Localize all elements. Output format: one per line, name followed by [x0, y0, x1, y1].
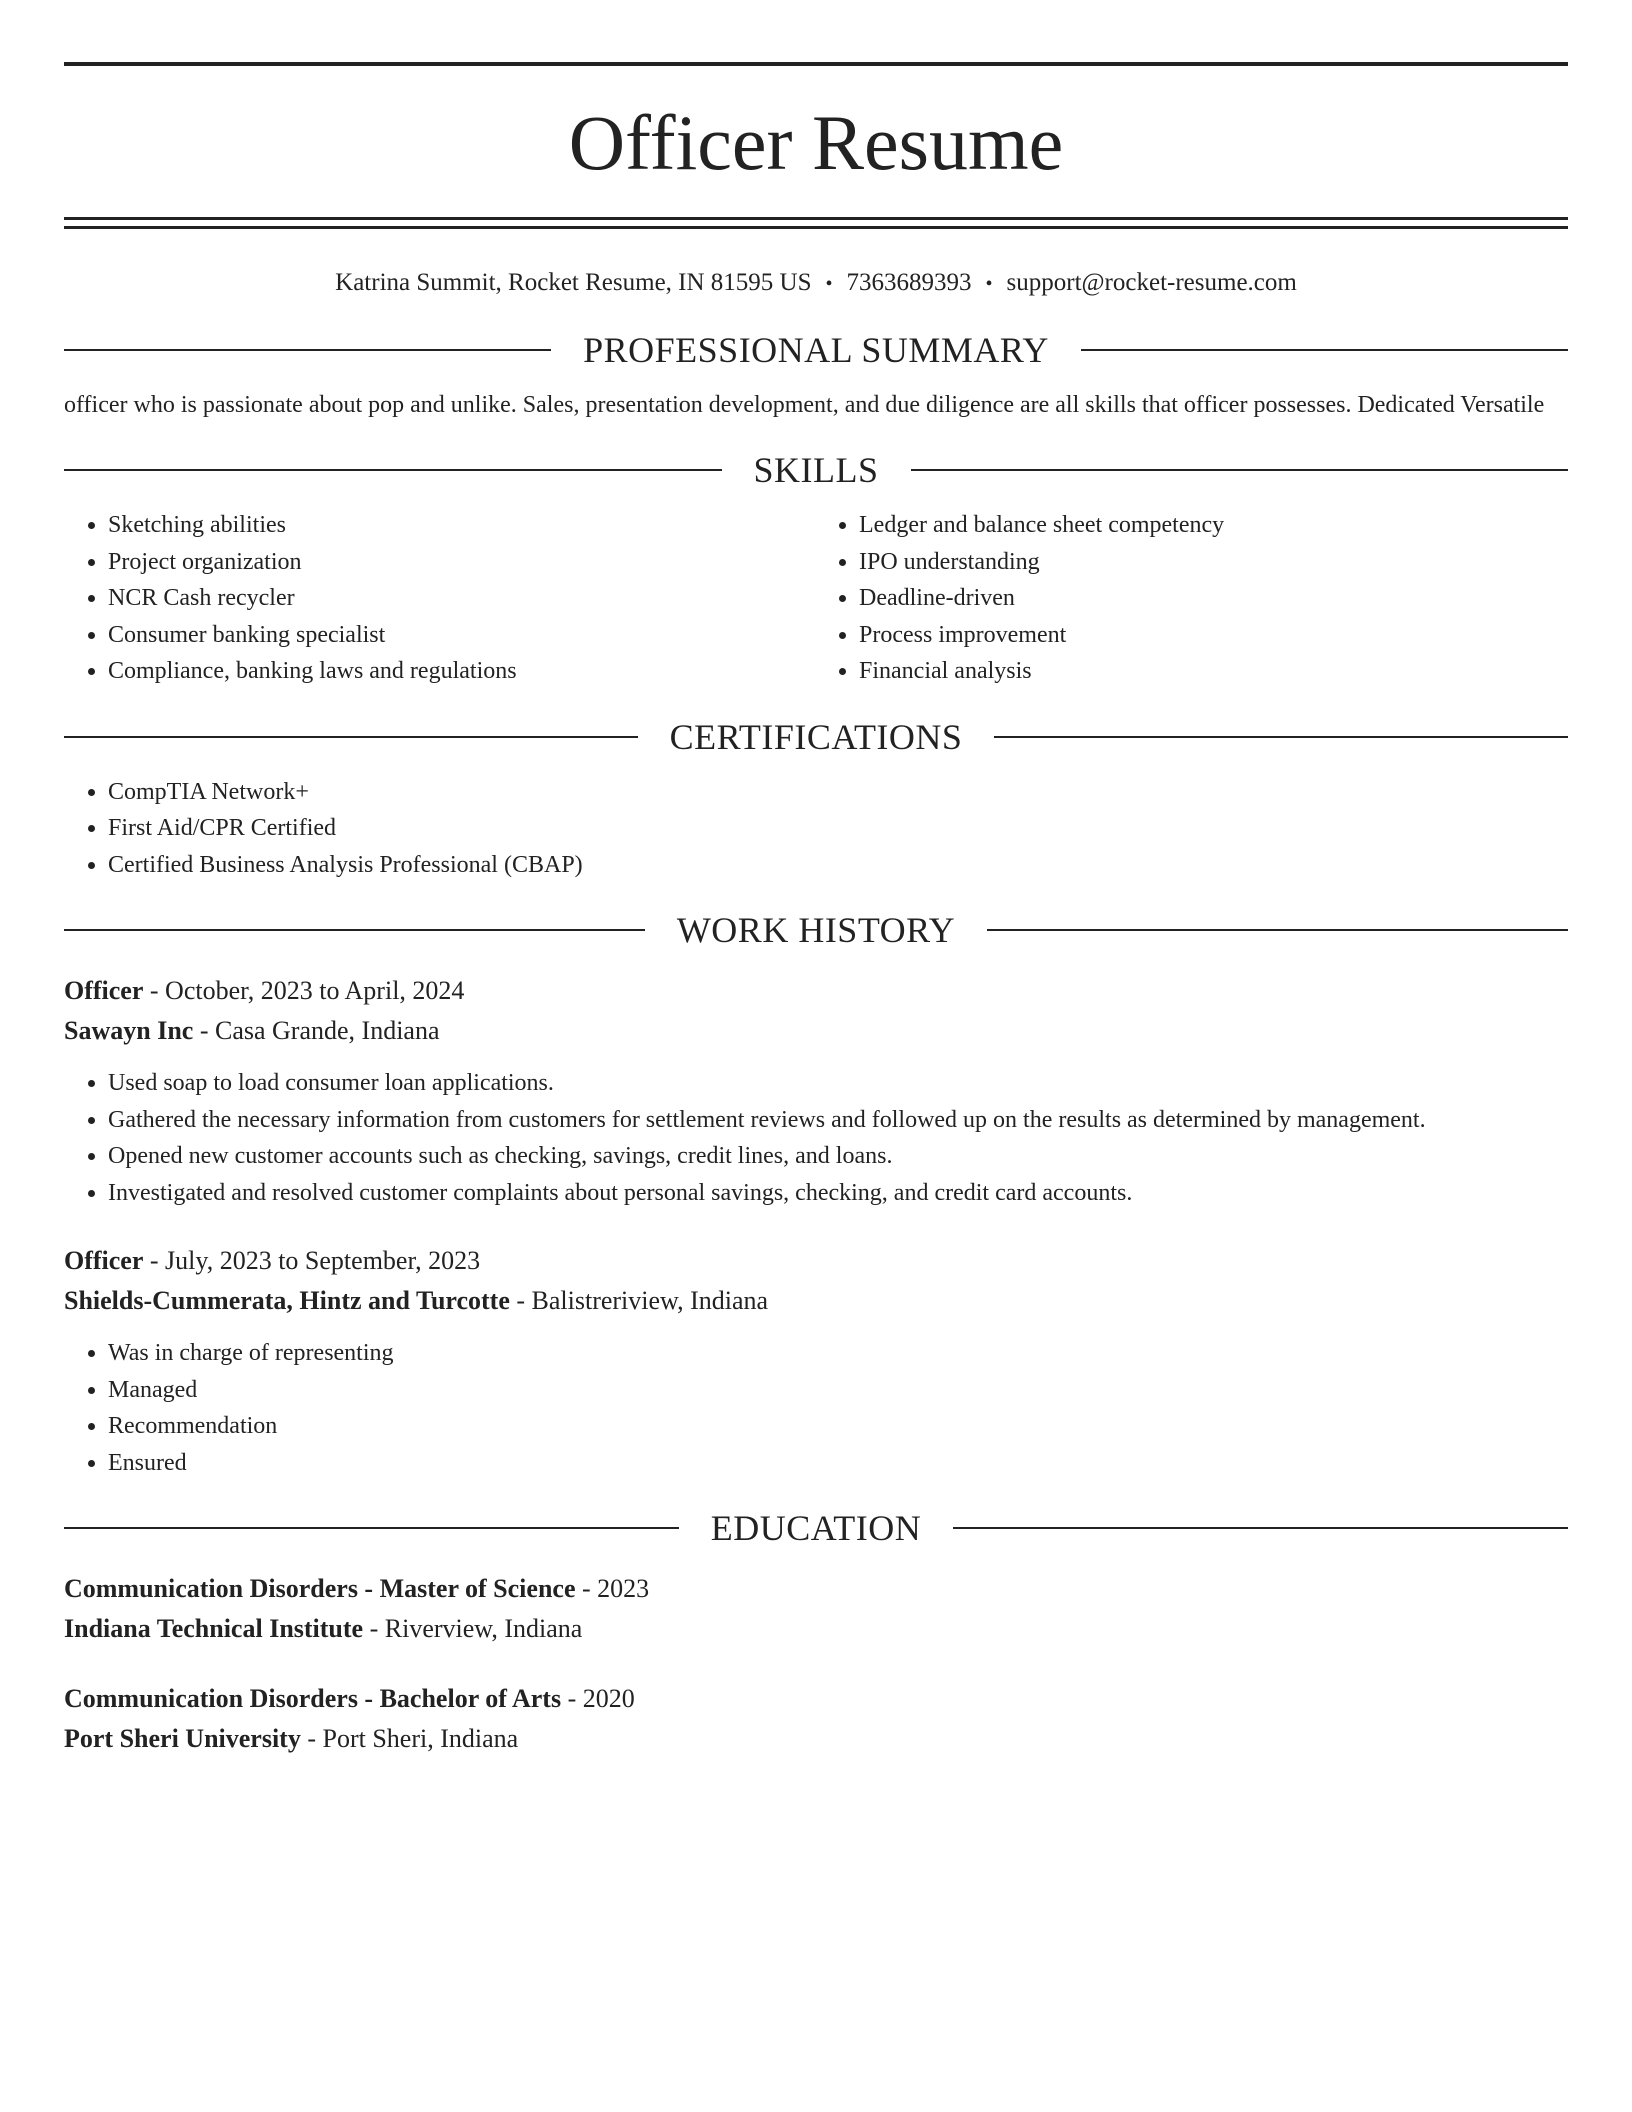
- certification-item: • Certified Business Analysis Professional (CBAP): [108, 847, 1568, 884]
- title-double-rule: [64, 217, 1568, 229]
- work-entry: [64, 1241, 1568, 1481]
- job-bullet: • Ensured: [108, 1445, 1568, 1482]
- contact-address: Katrina Summit, Rocket Resume, IN 81595 US: [335, 269, 812, 296]
- heading-rule: [911, 469, 1569, 471]
- section-title: PROFESSIONAL SUMMARY: [583, 330, 1049, 370]
- heading-rule: [994, 736, 1568, 738]
- degree-line: [64, 1679, 1568, 1719]
- degree-name: Communication Disorders - Master of Science: [64, 1574, 576, 1603]
- section-heading-certifications: [64, 710, 1568, 764]
- section-heading-work: [64, 903, 1568, 957]
- degree-year: - 2023: [575, 1574, 650, 1603]
- degree-line: [64, 1569, 1568, 1609]
- resume-title: Officer Resume: [568, 99, 1064, 186]
- summary-text: officer who is passionate about pop and unlike. Sales, presentation development, and due diligence are all skills that officer possesses. Dedicated Versatile: [64, 392, 1545, 418]
- heading-rule: [64, 929, 645, 931]
- skill-item: • Consumer banking specialist: [108, 617, 817, 654]
- job-role: Officer: [64, 976, 144, 1005]
- section-heading-education: [64, 1501, 1568, 1555]
- skills-list-right: [817, 507, 1568, 690]
- job-bullet: • Opened new customer accounts such as checking, savings, credit lines, and loans.: [108, 1138, 1568, 1175]
- contact-separator: •: [985, 273, 993, 295]
- heading-rule: [64, 736, 638, 738]
- job-company: Shields-Cummerata, Hintz and Turcotte: [64, 1286, 510, 1315]
- job-role: Officer: [64, 1246, 144, 1275]
- job-dates: - July, 2023 to September, 2023: [143, 1246, 481, 1275]
- heading-rule: [64, 469, 722, 471]
- job-company: Sawayn Inc: [64, 1016, 194, 1045]
- skill-item: • Compliance, banking laws and regulations: [108, 653, 817, 690]
- education-entry: [64, 1569, 1568, 1649]
- skill-item: • NCR Cash recycler: [108, 580, 817, 617]
- school-line: [64, 1609, 1568, 1649]
- section-title: CERTIFICATIONS: [669, 716, 963, 757]
- section-title: WORK HISTORY: [676, 910, 956, 950]
- work-entry: [64, 971, 1568, 1211]
- job-bullet: • Managed: [108, 1372, 1568, 1409]
- job-title-line: [64, 971, 1568, 1011]
- job-location: - Balistreriview, Indiana: [509, 1286, 769, 1315]
- top-rule: [64, 62, 1568, 66]
- contact-separator: •: [825, 273, 833, 295]
- job-bullet: • Was in charge of representing: [108, 1335, 1568, 1372]
- certifications-list: [64, 774, 1568, 884]
- skill-item: • Deadline-driven: [859, 580, 1568, 617]
- job-company-line: [64, 1011, 1568, 1051]
- certification-item: • CompTIA Network+: [108, 774, 1568, 811]
- skills-list-left: [64, 507, 817, 690]
- skill-item: • Project organization: [108, 544, 817, 581]
- school-name: Port Sheri University: [64, 1724, 301, 1753]
- school-location: - Port Sheri, Indiana: [300, 1724, 519, 1753]
- section-title: SKILLS: [753, 450, 879, 490]
- section-title: EDUCATION: [710, 1508, 922, 1548]
- heading-rule: [1081, 349, 1568, 351]
- skills-columns: [64, 507, 1568, 690]
- heading-rule: [953, 1527, 1568, 1529]
- section-heading-skills: [64, 443, 1568, 497]
- heading-rule: [987, 929, 1568, 931]
- job-bullet: • Investigated and resolved customer complaints about personal savings, checking, and credit card accounts.: [108, 1175, 1568, 1212]
- job-bullet: • Recommendation: [108, 1408, 1568, 1445]
- job-bullet: • Used soap to load consumer loan applications.: [108, 1065, 1568, 1102]
- contact-phone: 7363689393: [846, 269, 972, 296]
- job-bullets: [64, 1335, 1568, 1481]
- skill-item: • Financial analysis: [859, 653, 1568, 690]
- job-bullets: [64, 1065, 1568, 1211]
- job-bullet: • Gathered the necessary information from customers for settlement reviews and followed up on the results as determined by management.: [108, 1102, 1568, 1139]
- job-dates: - October, 2023 to April, 2024: [143, 976, 465, 1005]
- job-title-line: [64, 1241, 1568, 1281]
- degree-year: - 2020: [561, 1684, 635, 1713]
- job-location: - Casa Grande, Indiana: [193, 1016, 440, 1045]
- job-company-line: [64, 1281, 1568, 1321]
- education-entry: [64, 1679, 1568, 1759]
- skill-item: • IPO understanding: [859, 544, 1568, 581]
- degree-name: Communication Disorders - Bachelor of Arts: [64, 1684, 562, 1713]
- school-name: Indiana Technical Institute: [64, 1614, 364, 1643]
- school-location: - Riverview, Indiana: [363, 1614, 583, 1643]
- section-heading-summary: [64, 323, 1568, 377]
- school-line: [64, 1719, 1568, 1759]
- skill-item: • Sketching abilities: [108, 507, 817, 544]
- heading-rule: [64, 349, 551, 351]
- certification-item: • First Aid/CPR Certified: [108, 810, 1568, 847]
- contact-line: [64, 263, 1568, 303]
- contact-email: support@rocket-resume.com: [1006, 269, 1297, 296]
- heading-rule: [64, 1527, 679, 1529]
- skill-item: • Process improvement: [859, 617, 1568, 654]
- skill-item: • Ledger and balance sheet competency: [859, 507, 1568, 544]
